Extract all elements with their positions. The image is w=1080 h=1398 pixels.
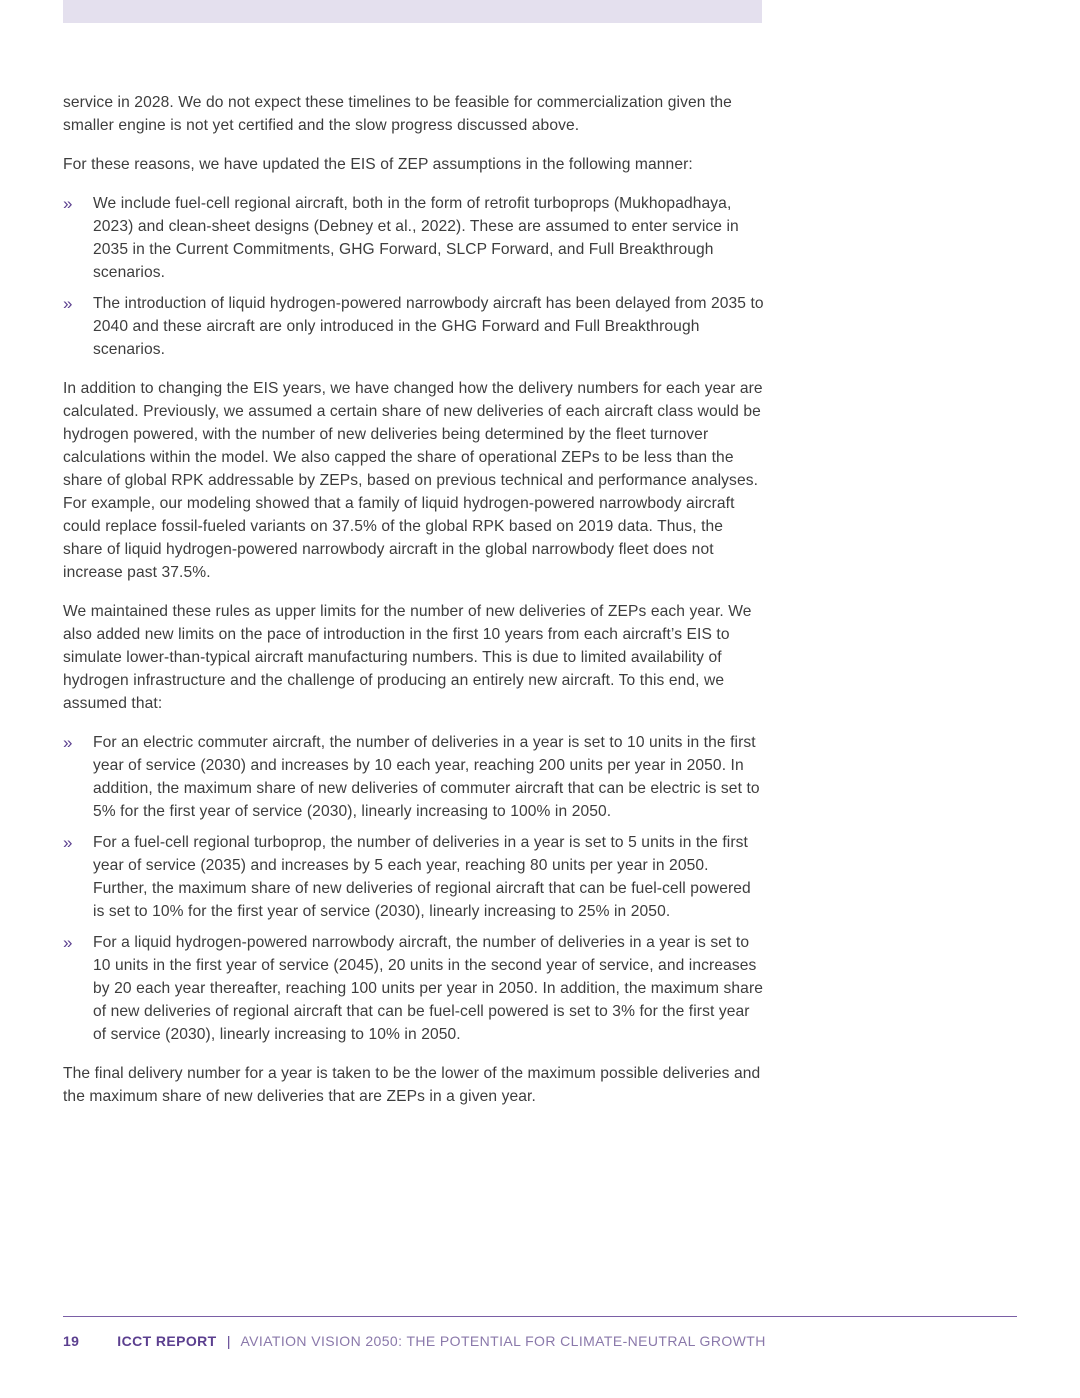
report-title: AVIATION VISION 2050: THE POTENTIAL FOR CLIMATE-NEUTRAL GROWTH (240, 1333, 766, 1349)
main-content (63, 91, 765, 1124)
footer-divider (63, 1316, 1017, 1317)
chevron-bullet-icon: » (63, 294, 73, 313)
footer-separator: | (226, 1333, 231, 1349)
page-number: 19 (63, 1333, 80, 1349)
report-label: ICCT REPORT (117, 1333, 217, 1349)
paragraph-2: For these reasons, we have updated the EIS of ZEP assumptions in the following manner: (63, 156, 693, 173)
list-item (63, 931, 765, 1046)
paragraph-5: The final delivery number for a year is taken to be the lower of the maximum possible deliveries and the maximum share of new deliveries that are ZEPs in a given year. (63, 1065, 761, 1105)
page-footer (63, 1332, 766, 1350)
list-item (63, 292, 765, 361)
list-item-text: For an electric commuter aircraft, the number of deliveries in a year is set to 10 units in the first year of service (2030) and increases by 10 each year, reaching 200 units per year in 2050. In addition, the maximum share of new deliveries of commuter aircraft that can be electric is set to 5% for the first year of service (2030), linearly increasing to 100% in 2050. (93, 734, 760, 820)
chevron-bullet-icon: » (63, 933, 73, 952)
list-item-text: For a fuel-cell regional turboprop, the number of deliveries in a year is set to 5 units in the first year of service (2035) and increases by 5 each year, reaching 80 units per year in 2050. Further, the maximum share of new deliveries of regional aircraft that can be fuel-cell powered is set to 10% for the first year of service (2030), linearly increasing to 25% in 2050. (93, 834, 751, 920)
chevron-bullet-icon: » (63, 833, 73, 852)
bullet-list-1 (63, 192, 765, 361)
list-item (63, 831, 765, 923)
list-item (63, 192, 765, 284)
top-decorative-band (63, 0, 762, 23)
paragraph-3: In addition to changing the EIS years, we have changed how the delivery numbers for each year are calculated. Previously, we assumed a certain share of new deliveries of each aircraft class would be hydrogen powered, with the number of new deliveries being determined by the fleet turnover calculations within the model. We also capped the share of operational ZEPs to be less than the share of global RPK addressable by ZEPs, based on previous technical and performance analyses. For example, our modeling showed that a family of liquid hydrogen-powered narrowbody aircraft could replace fossil-fueled variants on 37.5% of the global RPK based on 2019 data. Thus, the share of liquid hydrogen-powered narrowbody aircraft in the global narrowbody fleet does not increase past 37.5%. (63, 380, 763, 581)
chevron-bullet-icon: » (63, 733, 73, 752)
bullet-list-2 (63, 731, 765, 1046)
list-item-text: For a liquid hydrogen-powered narrowbody aircraft, the number of deliveries in a year is set to 10 units in the first year of service (2045), 20 units in the second year of service, and increases by 20 each year thereafter, reaching 100 units per year in 2050. In addition, the maximum share of new deliveries of regional aircraft that can be fuel-cell powered is set to 3% for the first year of service (2030), linearly increasing to 10% in 2050. (93, 934, 764, 1043)
list-item (63, 731, 765, 823)
chevron-bullet-icon: » (63, 194, 73, 213)
paragraph-1: service in 2028. We do not expect these timelines to be feasible for commercialization given the smaller engine is not yet certified and the slow progress discussed above. (63, 94, 732, 134)
paragraph-4: We maintained these rules as upper limits for the number of new deliveries of ZEPs each year. We also added new limits on the pace of introduction in the first 10 years from each aircraft’s EIS to simulate lower-than-typical aircraft manufacturing numbers. This is due to limited availability of hydrogen infrastructure and the challenge of producing an entirely new aircraft. To this end, we assumed that: (63, 603, 752, 712)
list-item-text: The introduction of liquid hydrogen-powered narrowbody aircraft has been delayed from 2035 to 2040 and these aircraft are only introduced in the GHG Forward and Full Breakthrough scenarios. (93, 295, 764, 358)
list-item-text: We include fuel-cell regional aircraft, both in the form of retrofit turboprops (Mukhopadhaya, 2023) and clean-sheet designs (Debney et al., 2022). These are assumed to enter service in 2035 in the Current Commitments, GHG Forward, SLCP Forward, and Full Breakthrough scenarios. (93, 195, 739, 281)
